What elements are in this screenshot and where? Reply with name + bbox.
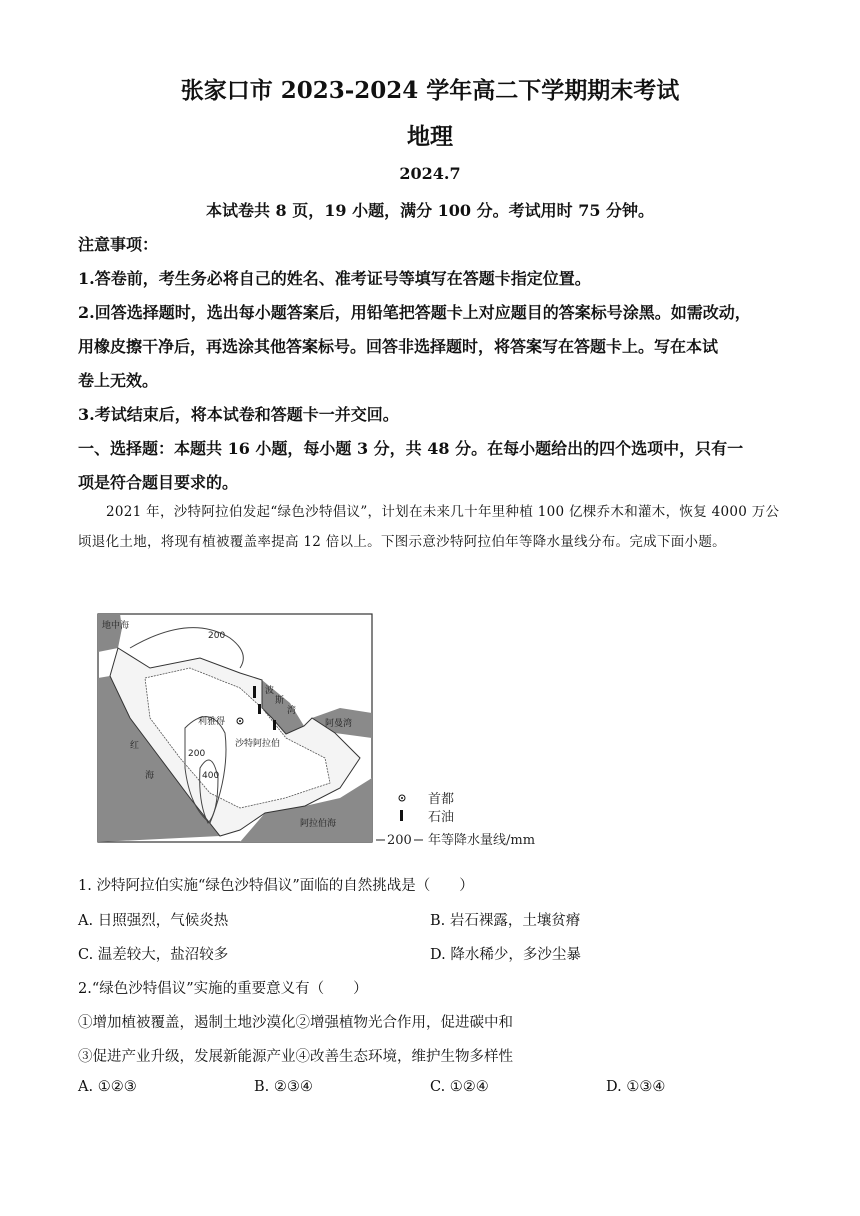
passage-text: 2021 年，沙特阿拉伯发起“绿色沙特倡议”，计划在未来几十年里种植 100 亿棵乔木和灌木，恢复 4000 万公顷退化土地，将现有植被覆盖率提高 12 倍以上。下图示意沙特阿拉伯年等降水量线分布。完成下面小题。	[78, 504, 780, 550]
question-2-option-c: C. ①②④	[430, 1079, 489, 1095]
label-gulf-2: 斯	[275, 696, 285, 706]
label-isohyet-200-south: 200	[188, 749, 206, 759]
label-gulf-1: 波	[265, 686, 275, 696]
oil-marker	[273, 720, 276, 730]
notes-heading: 注意事项：	[78, 235, 159, 254]
label-oman-gulf: 阿曼湾	[325, 719, 353, 729]
section-1-heading-line-1: 一、选择题：本题共 16 小题，每小题 3 分，共 48 分。在每小题给出的四个选项中，只有一	[78, 439, 744, 458]
label-red-sea-1: 红	[130, 741, 140, 751]
label-mediterranean: 地中海	[102, 621, 130, 631]
label-gulf-3: 湾	[287, 706, 297, 716]
exam-date: 2024.7	[399, 164, 461, 183]
question-2-option-b: B. ②③④	[254, 1079, 313, 1095]
exam-info: 本试卷共 8 页，19 小题，满分 100 分。考试用时 75 分钟。	[205, 201, 655, 220]
legend-isohyet-label: 年等降水量线/mm	[428, 833, 536, 848]
section-1-heading-line-2: 项是符合题目要求的。	[78, 473, 239, 492]
note-3: 3.考试结束后，将本试卷和答题卡一并交回。	[78, 405, 399, 424]
oil-marker	[253, 686, 256, 698]
oil-marker	[258, 704, 261, 714]
question-1-option-d: D. 降水稀少，多沙尘暴	[430, 947, 581, 963]
question-1-option-c: C. 温差较大，盐沼较多	[78, 947, 229, 963]
note-2-line-1: 2.回答选择题时，选出每小题答案后，用铅笔把答题卡上对应题目的答案标号涂黑。如需改动，	[78, 303, 751, 322]
note-1: 1.答卷前，考生务必将自己的姓名、准考证号等填写在答题卡指定位置。	[78, 269, 591, 288]
label-isohyet-400: 400	[202, 771, 220, 781]
label-riyadh: 利雅得	[198, 717, 226, 727]
legend-oil-label: 石油	[428, 810, 455, 825]
note-2-line-3: 卷上无效。	[78, 371, 159, 390]
label-saudi: 沙特阿拉伯	[235, 739, 281, 749]
question-2-option-a: A. ①②③	[78, 1079, 137, 1095]
label-arabian-sea: 阿拉伯海	[300, 819, 337, 829]
question-1-option-a: A. 日照强烈，气候炎热	[78, 913, 229, 929]
question-2-statements-1: ①增加植被覆盖，遏制土地沙漠化②增强植物光合作用，促进碳中和	[78, 1015, 513, 1031]
question-2-option-d: D. ①③④	[606, 1079, 666, 1095]
exam-subject: 地理	[407, 123, 453, 150]
legend-oil-icon	[400, 810, 403, 821]
question-1-option-b: B. 岩石裸露，土壤贫瘠	[430, 913, 581, 929]
note-2-line-2: 用橡皮擦干净后，再选涂其他答案标号。回答非选择题时，将答案写在答题卡上。写在本试	[78, 337, 719, 356]
label-isohyet-200-north: 200	[208, 631, 226, 641]
question-2-stem: 2.“绿色沙特倡议”实施的重要意义有（ ）	[78, 981, 368, 997]
legend-capital-label: 首都	[428, 792, 455, 807]
passage	[78, 497, 788, 557]
label-red-sea-2: 海	[145, 771, 155, 781]
legend-isohyet-value: 200	[387, 833, 412, 848]
saudi-isohyet-map	[90, 608, 560, 858]
exam-title: 张家口市 2023-2024 学年高二下学期期末考试	[180, 77, 680, 104]
legend-capital-icon-dot	[401, 797, 403, 799]
capital-marker-dot	[239, 720, 241, 722]
question-1-stem: 1. 沙特阿拉伯实施“绿色沙特倡议”面临的自然挑战是（ ）	[78, 878, 474, 894]
question-2-statements-2: ③促进产业升级，发展新能源产业④改善生态环境，维护生物多样性	[78, 1049, 513, 1065]
